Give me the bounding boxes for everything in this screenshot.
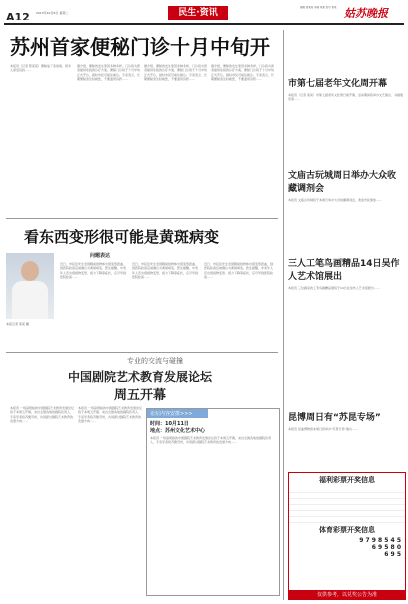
feature-body-col3: 近日，市民张先生发现眼前的物体出现变形扭曲，到医院检查后被确诊为黄斑病变。医生提醒，中老年人若出现视物变形、视力下降等症状，应尽早到医院检查…… xyxy=(204,262,274,279)
issue-date: 2013年10月8日 星期二 xyxy=(36,11,69,15)
doctor-photo xyxy=(6,253,54,319)
right-body-2: 本报讯 文庙古玩城将于本周日举办大众收藏调剂会，欢迎市民参加…… xyxy=(288,198,382,202)
schedule-time: 时间：10月11日 xyxy=(150,421,189,427)
schedule-place: 地点：苏州文化艺术中心 xyxy=(150,428,206,434)
schedule-body: 本报讯 一场高规格的中国剧院艺术教育发展论坛将于本周五开幕，来自全国各地的剧院负责人、专家学者将齐聚苏州，共同探讨剧院艺术教育的发展方向…… xyxy=(150,436,271,445)
lottery-title-1: 福利彩票开奖信息 xyxy=(319,476,375,484)
lottery-number-1: 9 7 9 8 5 4 5 xyxy=(359,537,401,544)
face-shape xyxy=(21,261,39,281)
lottery-number-2: 6 9 5 8 0 xyxy=(371,544,401,551)
divider xyxy=(6,218,278,219)
forum-headline-1: 中国剧院艺术教育发展论坛 xyxy=(67,370,212,384)
header-rule xyxy=(4,23,404,25)
lottery-footer: 仅供参考，以兑奖公告为准 xyxy=(289,590,405,599)
feature-body-col1: 近日，市民张先生发现眼前的物体出现变形扭曲，到医院检查后被确诊为黄斑病变。医生提醒，中老年人若出现视物变形、视力下降等症状，应尽早到医院检查…… xyxy=(60,262,127,279)
lead-body-col3: 据介绍，便秘的发生原因多种多样，门诊将为患者提供系统的诊疗方案。便秘门诊将于十月中旬正式开诊，届时市民可前往就诊。专家表示，长期便秘需及时就医，不要滥用泻药…… xyxy=(144,64,207,81)
section-label: 民生·资讯 xyxy=(168,6,228,20)
right-headline-4: 昆博周日有“苏昆专场” xyxy=(288,413,381,423)
lottery-number-3: 6 9 5 xyxy=(384,551,401,558)
right-headline-3: 三人工笔鸟画精品14日吴作人艺术馆展出 xyxy=(288,259,400,282)
page-number: A12 xyxy=(6,11,30,20)
masthead-logo: 姑苏晚报 xyxy=(344,7,388,20)
right-body-1: 本报讯（记者 某某）市第七届老年文化周日前开幕，活动期间将举办文艺演出、书画展览等…… xyxy=(288,93,403,102)
editor-credit: 编辑 张某某 美编 某某 校对 某某 xyxy=(300,6,337,9)
right-body-3: 本报讯 三位画家的工笔鸟画精品展将于14日在吴作人艺术馆展出…… xyxy=(288,286,380,290)
lead-body-col1: 本报讯（记者 陈某某）便秘成了家常病，很多人深受其扰…… xyxy=(10,64,71,73)
forum-headline-2: 周五开幕 xyxy=(113,388,166,402)
photo-caption: 本报记者 某某 摄 xyxy=(6,322,29,326)
lottery-title-2: 体育彩票开奖信息 xyxy=(319,526,375,534)
forum-schedule-box xyxy=(146,408,280,596)
feature-headline: 看东西变形很可能是黄斑病变 xyxy=(24,228,220,246)
feature-body-col2: 近日，市民张先生发现眼前的物体出现变形扭曲，到医院检查后被确诊为黄斑病变。医生提醒，中老年人若出现视物变形、视力下降等症状，应尽早到医院检查…… xyxy=(132,262,199,279)
right-headline-1: 市第七届老年文化周开幕 xyxy=(288,79,388,89)
right-body-4: 本报讯 昆曲博物馆本周日将举办“苏昆专场”演出…… xyxy=(288,427,359,431)
feature-subtitle: 问题表达 xyxy=(90,253,111,259)
divider xyxy=(6,352,278,353)
schedule-tab: 论坛内容安排>>> xyxy=(147,409,208,418)
forum-body-col2: 本报讯 一场高规格的中国剧院艺术教育发展论坛将于本周五开幕，来自全国各地的剧院负责人、专家学者将齐聚苏州，共同探讨剧院艺术教育的发展方向…… xyxy=(78,406,142,423)
right-headline-2: 文庙古玩城周日举办大众收藏调剂会 xyxy=(288,171,397,194)
lead-body-col4: 据介绍，便秘的发生原因多种多样，门诊将为患者提供系统的诊疗方案。便秘门诊将于十月中旬正式开诊，届时市民可前往就诊。专家表示，长期便秘需及时就医，不要滥用泻药…… xyxy=(211,64,274,81)
lead-headline: 苏州首家便秘门诊十月中旬开 xyxy=(10,35,270,59)
lottery-box xyxy=(288,472,406,600)
forum-kicker: 专业的交流与碰撞 xyxy=(127,357,183,365)
forum-body-col1: 本报讯 一场高规格的中国剧院艺术教育发展论坛将于本周五开幕，来自全国各地的剧院负责人、专家学者将齐聚苏州，共同探讨剧院艺术教育的发展方向…… xyxy=(10,406,74,423)
lottery-table-1 xyxy=(289,487,405,523)
lead-body-col2: 据介绍，便秘的发生原因多种多样，门诊将为患者提供系统的诊疗方案。便秘门诊将于十月中旬正式开诊，届时市民可前往就诊。专家表示，长期便秘需及时就医，不要滥用泻药…… xyxy=(77,64,140,81)
white-coat-shape xyxy=(12,281,48,319)
column-rule xyxy=(283,30,284,600)
